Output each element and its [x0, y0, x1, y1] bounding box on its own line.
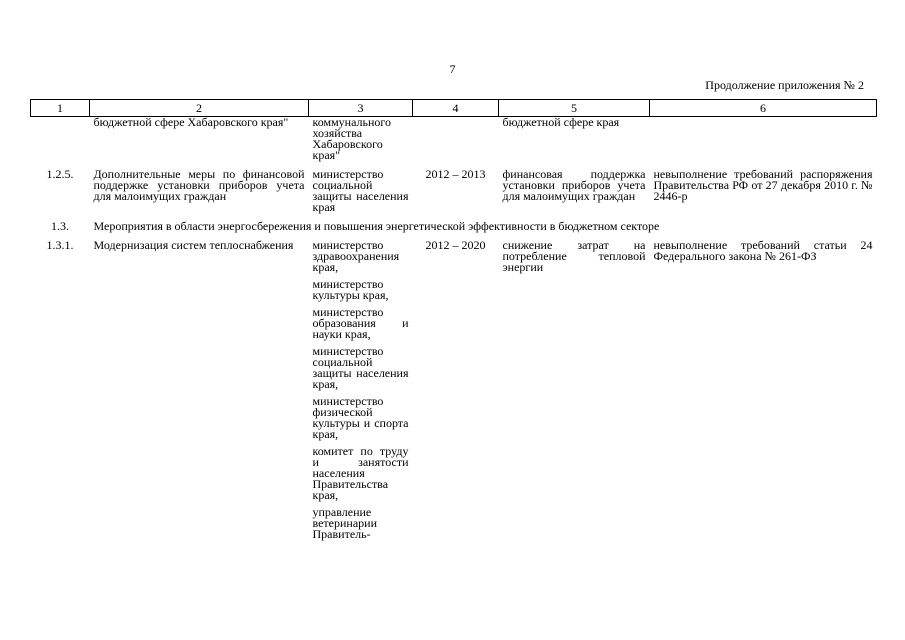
cell-consequence	[650, 117, 877, 162]
cell-num: 1.2.5.	[46, 167, 74, 181]
header-col-4: 4	[413, 100, 499, 117]
header-col-1: 1	[31, 100, 90, 117]
cell-consequence: невыполнение требований распоряжения Правительства РФ от 27 декабря 2010 г. № 2446-р	[653, 167, 873, 203]
cell-measure: Модернизация систем теплоснабжения	[93, 238, 294, 252]
cell-num: 1.3.	[51, 219, 69, 233]
cell-result: бюджетной сфере края	[502, 115, 620, 129]
executor-item: министерство социальной защиты населения края,	[312, 344, 409, 391]
cell-executor: коммунального хозяйства Хабаровского края"	[312, 115, 392, 162]
header-col-2: 2	[90, 100, 309, 117]
cell-result: финансовая поддержка установки приборов учета для малоимущих граждан	[502, 167, 646, 203]
continuation-label: Продолжение приложения № 2	[705, 78, 864, 92]
executor-item: комитет по труду и занятости населения Правительства края,	[312, 444, 409, 502]
cell-num	[31, 117, 90, 162]
executor-item: управление ветеринарии Правитель-	[312, 505, 378, 541]
cell-consequence: невыполнение требований статьи 24 Федерального закона № 261-ФЗ	[653, 238, 873, 263]
header-col-6: 6	[650, 100, 877, 117]
executor-item: министерство культуры края,	[312, 277, 389, 302]
cell-executor: министерство социальной защиты населения края	[312, 167, 409, 214]
section-row-1-3	[31, 213, 877, 232]
table-row-1-2-5	[31, 161, 877, 213]
table-row-1-3-1	[31, 232, 877, 540]
cell-num: 1.3.1.	[46, 238, 74, 252]
executor-item: министерство образования и науки края,	[312, 305, 409, 341]
header-row	[31, 100, 877, 117]
cell-measure: Дополнительные меры по финансовой поддержке установки приборов учета для малоимущих граждан	[93, 167, 305, 203]
measures-table	[30, 99, 877, 540]
page-number: 7	[449, 62, 456, 76]
header-col-5: 5	[499, 100, 650, 117]
cell-result: снижение затрат на потребление тепловой энергии	[502, 238, 646, 274]
cell-executors	[309, 232, 413, 540]
section-title: Мероприятия в области энергосбережения и повышения энергетической эффективности в бюджетном секторе	[93, 219, 660, 233]
cell-period	[413, 117, 499, 162]
executor-item: министерство здравоохранения края,	[312, 238, 400, 274]
header-col-3: 3	[309, 100, 413, 117]
cell-period: 2012 – 2020	[425, 238, 486, 252]
cell-period: 2012 – 2013	[425, 167, 486, 181]
table-row-continued	[31, 117, 877, 162]
executor-item: министерство физической культуры и спорта края,	[312, 394, 409, 441]
cell-measure: бюджетной сфере Хабаровского края"	[93, 115, 289, 129]
